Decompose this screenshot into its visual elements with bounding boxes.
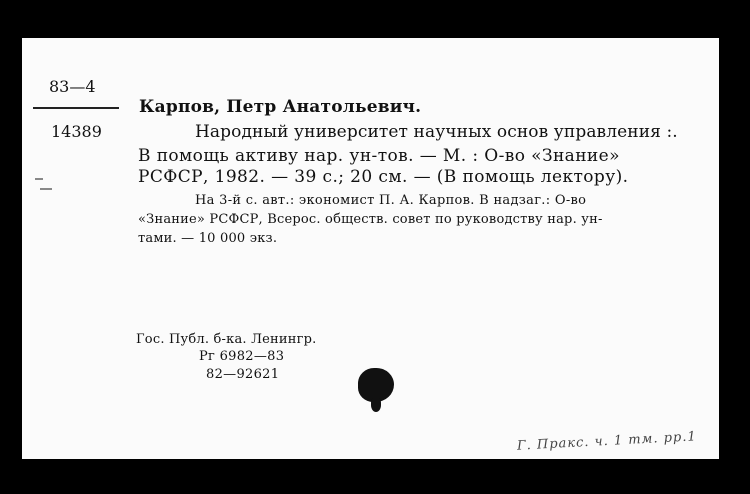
accession-number: 14389 xyxy=(51,122,102,141)
note-line: На 3-й с. авт.: экономист П. А. Карпов. В надзаг.: О-во xyxy=(195,193,587,208)
author-heading: Карпов, Петр Анатольевич. xyxy=(139,97,422,117)
title-line: Народный университет научных основ управления :. xyxy=(195,122,678,142)
note-line: «Знание» РСФСР, Всерос. обществ. совет по руководству нар. ун- xyxy=(138,212,603,227)
ink-blot xyxy=(358,368,394,402)
library-line: Гос. Публ. б-ка. Ленингр. xyxy=(136,332,317,347)
library-line: 82—92621 xyxy=(206,367,280,382)
ink-blot-drip xyxy=(371,398,381,412)
note-line: тами. — 10 000 экз. xyxy=(138,231,278,246)
classification-number: 83—4 xyxy=(49,77,96,96)
title-line: РСФСР, 1982. — 39 с.; 20 см. — (В помощь лектору). xyxy=(138,167,629,187)
handwritten-mark: Г. Пракс. ч. 1 тм. рр.1 xyxy=(516,429,698,454)
library-line: Рг 6982—83 xyxy=(199,349,285,364)
scan-speck xyxy=(35,178,43,180)
title-line: В помощь активу нар. ун-тов. — М. : О-во «Знание» xyxy=(138,146,620,166)
class-divider-line xyxy=(33,107,119,109)
catalog-card xyxy=(22,38,719,459)
scan-speck xyxy=(40,188,52,190)
